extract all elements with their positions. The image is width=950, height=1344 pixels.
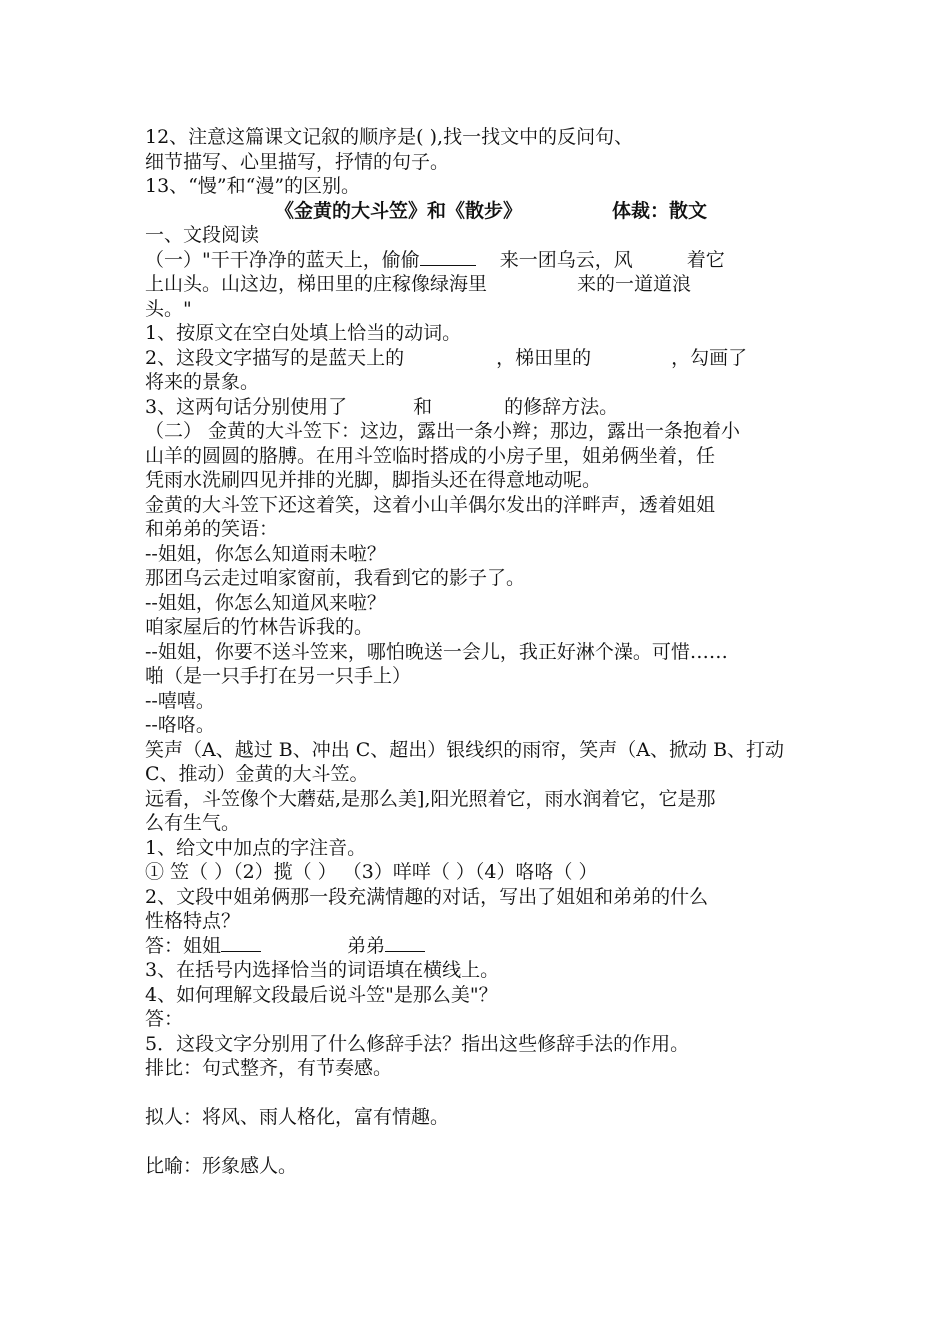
question: 1、给文中加点的字注音。: [145, 836, 367, 859]
dialogue-line: --姐姐，你怎么知道雨未啦？: [145, 542, 386, 565]
blank-line: [145, 1130, 810, 1155]
answer-line: 排比：句式整齐，有节奏感。: [145, 1057, 393, 1079]
passage-line: 山羊的圆圆的胳膊。在用斗笠临时搭成的小房子里，姐弟俩坐着，任: [145, 444, 716, 467]
passage-line: 头。": [145, 297, 192, 320]
question: 1、按原文在空白处填上恰当的动词。: [145, 322, 462, 344]
answer-line: [145, 934, 810, 959]
question: [145, 346, 810, 371]
fill-blank: [385, 951, 425, 952]
fill-blank: [221, 951, 261, 952]
passage-text: 上山头。山这边，梯田里的庄稼像绿海里: [145, 273, 488, 295]
passage-line: [145, 272, 810, 297]
text-line: 12、注意这篇课文记叙的顺序是( ),找一找文中的反问句、: [145, 126, 634, 148]
dialogue-line: --姐姐，你怎么知道风来啦？: [145, 591, 386, 614]
dialogue-line: --嘻嘻。: [145, 689, 215, 712]
answer-text: 弟弟: [347, 934, 386, 957]
question-text: ，勾画了: [671, 346, 748, 369]
passage-line: 么有生气。: [145, 812, 241, 834]
question: ① 笠（ ）（2）揽（ ） （3）咩咩（ ）（4）咯咯（ ）: [145, 861, 598, 883]
dialogue-line: 啪（是一只手打在另一只手上）: [145, 665, 412, 687]
question-text: 2、这段文字描写的是蓝天上的: [145, 346, 405, 369]
question: 5．这段文字分别用了什么修辞手法？指出这些修辞手法的作用。: [145, 1032, 690, 1055]
document-page: [145, 125, 810, 1179]
title-text: 《金黄的大斗笠》和《散步》: [275, 199, 523, 222]
passage-line: [145, 248, 810, 273]
passage-line: 和弟弟的笑语：: [145, 518, 279, 540]
answer-line: 比喻：形象感人。: [145, 1155, 298, 1177]
passage-text: 来的一道道浪: [577, 273, 692, 295]
blank-line: [145, 1081, 810, 1106]
answer-line: 拟人：将风、雨人格化，富有情趣。: [145, 1106, 450, 1128]
dialogue-line: 那团乌云走过咱家窗前，我看到它的影子了。: [145, 567, 526, 589]
passage-line: （二） 金黄的大斗笠下：这边，露出一条小辫；那边，露出一条抱着小: [145, 420, 741, 442]
question: 将来的景象。: [145, 371, 260, 393]
dialogue-line: --姐姐，你要不送斗笠来，哪怕晚送一会儿，我正好淋个澡。可惜……: [145, 640, 728, 663]
question: 性格特点？: [145, 910, 241, 932]
question: 4、如何理解文段最后说斗笠"是那么美"？: [145, 983, 498, 1006]
dialogue-line: --咯咯。: [145, 714, 215, 736]
passage-line: 金黄的大斗笠下还这着笑，这着小山羊偶尔发出的洋畔声，透着姐姐: [145, 493, 716, 516]
section-title: [145, 199, 810, 224]
fill-blank: [420, 265, 476, 266]
passage-text: （一）"干干净净的蓝天上，偷偷: [145, 248, 420, 271]
answer-line: 答：: [145, 1008, 184, 1030]
question: 3、在括号内选择恰当的词语填在横线上。: [145, 959, 500, 981]
passage-line: 笑声（A、越过 B、冲出 C、超出）银线织的雨帘，笑声（A、掀动 B、打动: [145, 738, 785, 761]
dialogue-line: 咱家屋后的竹林告诉我的。: [145, 616, 374, 638]
text-line: 细节描写、心里描写，抒情的句子。: [145, 150, 450, 173]
passage-text: 着它: [686, 248, 725, 271]
passage-line: 凭雨水洗刷四见并排的光脚，脚指头还在得意地动呢。: [145, 469, 602, 491]
answer-text: 答：姐姐: [145, 934, 222, 957]
passage-line: C、推动）金黄的大斗笠。: [145, 763, 369, 785]
passage-line: 远看，斗笠像个大蘑菇,是那么美],阳光照着它，雨水润着它，它是那: [145, 787, 716, 810]
section-heading: 一、文段阅读: [145, 224, 260, 246]
question-text: 的修辞方法。: [504, 395, 619, 418]
text-line: 13、“慢”和“漫”的区别。: [145, 175, 361, 197]
question: [145, 395, 810, 420]
question-text: ，梯田里的: [496, 346, 592, 369]
question-text: 3、这两句话分别使用了: [145, 395, 348, 418]
passage-text: 来一团乌云，风: [499, 248, 633, 271]
question-text: 和: [413, 395, 433, 418]
question: 2、文段中姐弟俩那一段充满情趣的对话，写出了姐姐和弟弟的什么: [145, 885, 709, 908]
genre-label: 体裁：散文: [612, 199, 708, 222]
